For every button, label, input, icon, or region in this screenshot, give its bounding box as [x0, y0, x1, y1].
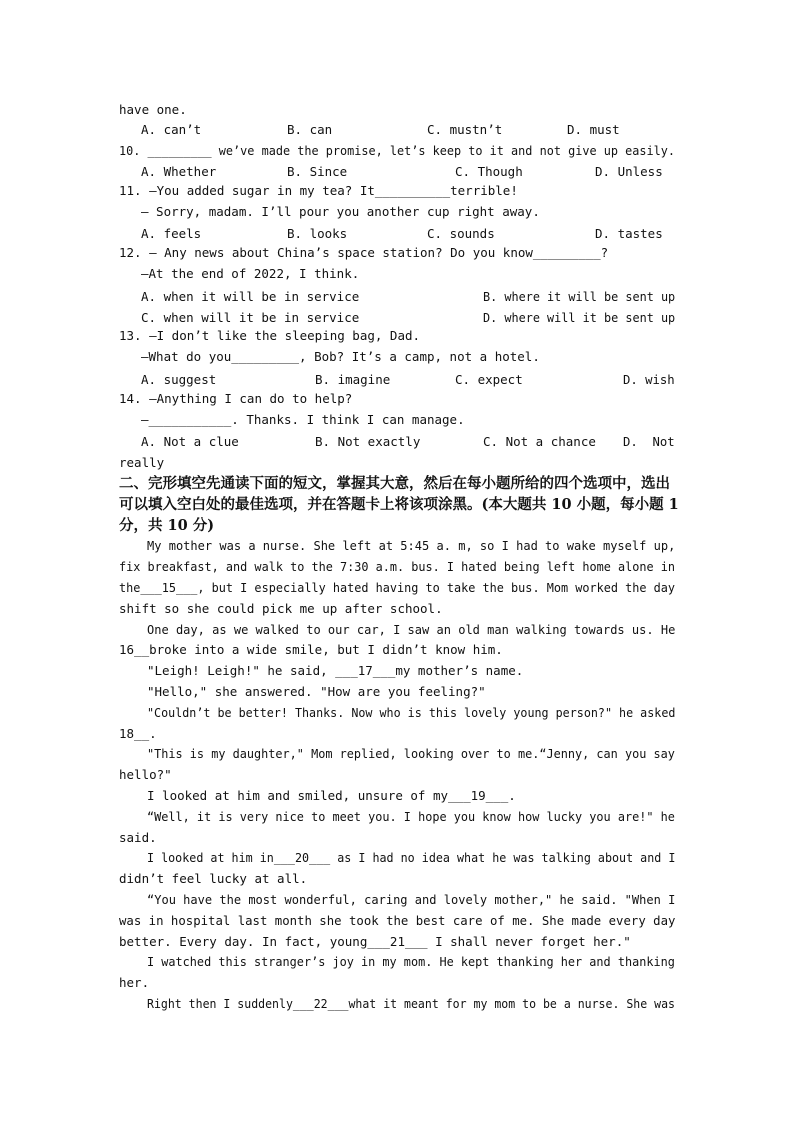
- q13-option-a: A. suggest: [141, 372, 217, 387]
- passage-line: I looked at him and smiled, unsure of my___19___.: [147, 788, 516, 803]
- passage-line: "Leigh! Leigh!" he said, ___17___my mother’s name.: [147, 663, 524, 678]
- passage-line: "Couldn’t be better! Thanks. Now who is this lovely young person?" he asked: [147, 705, 676, 720]
- q13-option-c: C. expect: [455, 372, 523, 387]
- q12-option-c: C. when will it be in service: [141, 310, 360, 325]
- passage-line: her.: [119, 975, 150, 990]
- passage-line: shift so she could pick me up after school.: [119, 601, 443, 616]
- passage-line: I watched this stranger’s joy in my mom. He kept thanking her and thanking: [147, 954, 675, 969]
- passage-line: 18__.: [119, 726, 157, 741]
- q11-stem: 11. —You added sugar in my tea? It__________terrible!: [119, 183, 518, 198]
- q13-stem: 13. —I don’t like the sleeping bag, Dad.: [119, 328, 421, 343]
- section-heading: 二、完形填空先通读下面的短文，掌握其大意，然后在每小题所给的四个选项中，选出可以填入空白处的最佳选项，并在答题卡上将该项涂黑。(本大题共 10 小题，每小题 1 分，共 10 分): [119, 475, 679, 534]
- passage-line: was in hospital last month she took the best care of me. She made every day: [119, 913, 676, 928]
- passage-line: better. Every day. In fact, young___21___ I shall never forget her.": [119, 934, 631, 949]
- q14-option-b: B. Not exactly: [315, 434, 421, 449]
- q9-option-d: D. must: [567, 122, 620, 137]
- passage-line: Right then I suddenly___22___what it meant for my mom to be a nurse. She was: [147, 996, 675, 1011]
- passage-line: fix breakfast, and walk to the 7:30 a.m. bus. I hated being left home alone in: [119, 559, 676, 574]
- q9-option-b: B. can: [287, 122, 333, 137]
- passage-line: “Well, it is very nice to meet you. I hope you know how lucky you are!" he: [147, 809, 675, 824]
- q13-option-b: B. imagine: [315, 372, 391, 387]
- q9-option-c: C. mustn’t: [427, 122, 503, 137]
- q11-option-a: A. feels: [141, 226, 202, 241]
- passage-line: 16__broke into a wide smile, but I didn’t know him.: [119, 642, 503, 657]
- q9-option-a: A. can’t: [141, 122, 202, 137]
- q12-option-a: A. when it will be in service: [141, 289, 360, 304]
- passage-line: the___15___, but I especially hated having to take the bus. Mom worked the day: [119, 580, 676, 595]
- q11-option-c: C. sounds: [427, 226, 495, 241]
- q10-option-c: C. Though: [455, 164, 523, 179]
- passage-line: I looked at him in___20___ as I had no idea what he was talking about and I: [147, 850, 676, 865]
- q14-option-d: D. Not: [623, 434, 675, 449]
- q10-option-a: A. Whether: [141, 164, 217, 179]
- q12-stem: 12. — Any news about China’s space station? Do you know_________?: [119, 245, 609, 260]
- passage-line: "This is my daughter," Mom replied, looking over to me.“Jenny, can you say: [147, 746, 675, 761]
- q10-option-d: D. Unless: [595, 164, 663, 179]
- passage-line: hello?": [119, 767, 172, 782]
- q14-option-c: C. Not a chance: [483, 434, 596, 449]
- q12-option-b: B. where it will be sent up: [483, 289, 676, 304]
- passage-line: didn’t feel lucky at all.: [119, 871, 308, 886]
- q13-reply: —What do you_________, Bob? It’s a camp, not a hotel.: [141, 349, 540, 364]
- q10-option-b: B. Since: [287, 164, 348, 179]
- q9-stem-tail: have one.: [119, 102, 187, 117]
- passage-line: said.: [119, 830, 157, 845]
- q13-option-d: D. wish: [623, 372, 675, 387]
- passage-line: One day, as we walked to our car, I saw an old man walking towards us. He: [147, 622, 676, 637]
- q14-option-d-wrap: really: [119, 455, 165, 470]
- passage-line: "Hello," she answered. "How are you feeling?": [147, 684, 486, 699]
- q12-reply: —At the end of 2022, I think.: [141, 266, 360, 281]
- q11-option-b: B. looks: [287, 226, 348, 241]
- q14-stem: 14. —Anything I can do to help?: [119, 391, 353, 406]
- q12-option-d: D. where will it be sent up: [483, 310, 676, 325]
- q14-option-a: A. Not a clue: [141, 434, 239, 449]
- passage-line: My mother was a nurse. She left at 5:45 a. m, so I had to wake myself up,: [147, 538, 676, 553]
- q11-option-d: D. tastes: [595, 226, 663, 241]
- q10-stem: 10. _________ we’ve made the promise, let’s keep to it and not give up easily.: [119, 143, 676, 158]
- passage-line: “You have the most wonderful, caring and lovely mother," he said. "When I: [147, 892, 676, 907]
- q11-reply: — Sorry, madam. I’ll pour you another cup right away.: [141, 204, 540, 219]
- q14-reply: —___________. Thanks. I think I can manage.: [141, 412, 465, 427]
